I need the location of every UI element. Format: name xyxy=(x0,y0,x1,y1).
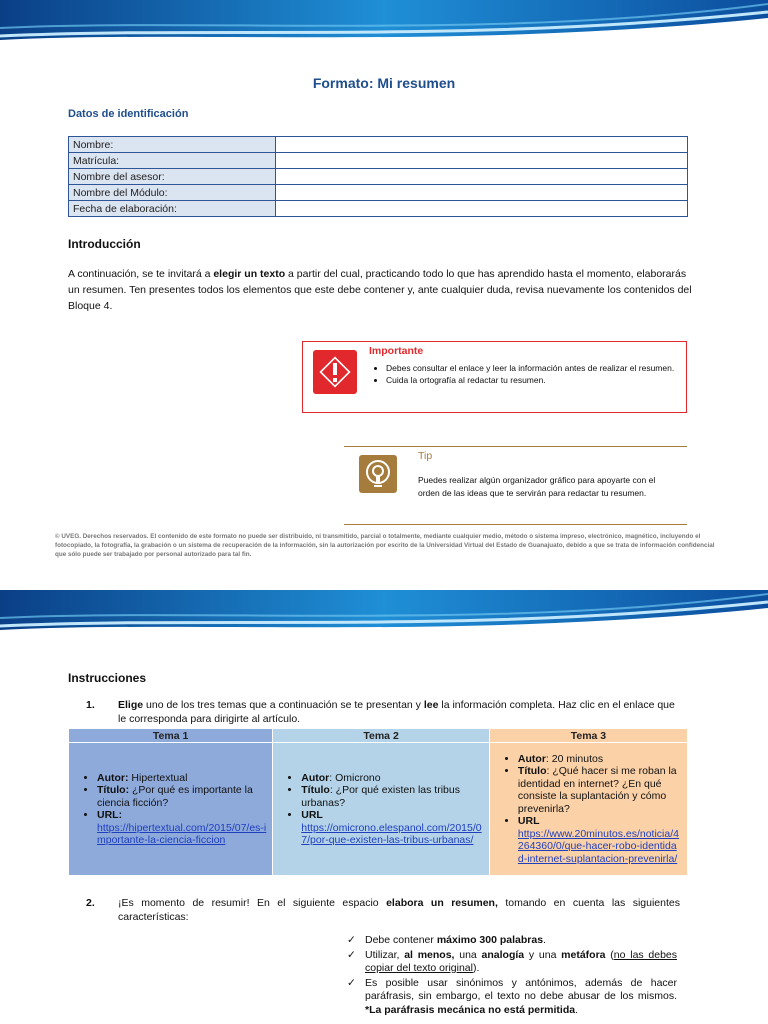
topic-1-cell xyxy=(69,743,273,876)
table-row xyxy=(69,137,688,153)
tip-box xyxy=(344,446,687,525)
instructions-heading: Instrucciones xyxy=(68,671,147,685)
list-item: • Cuida la ortografía al redactar tu resumen. xyxy=(386,374,686,386)
topic-2-link[interactable]: https://omicrono.elespanol.com/2015/07/por-que-existen-las-tribus-urbanas/ xyxy=(301,821,482,846)
list-item: • Título: ¿Por qué existen las tribus urbanas? xyxy=(301,784,483,809)
topics-table xyxy=(68,728,688,876)
topic-1-link[interactable]: https://hipertextual.com/2015/07/es-importante-la-ciencia-ficcion xyxy=(97,821,267,846)
list-item: • URL: https://hipertextual.com/2015/07/es-importante-la-ciencia-ficcion xyxy=(97,809,266,847)
matricula-field[interactable] xyxy=(276,153,688,169)
identification-heading: Datos de identificación xyxy=(68,108,189,120)
table-row xyxy=(69,153,688,169)
table-row xyxy=(69,169,688,185)
topic-2-header: Tema 2 xyxy=(273,729,490,743)
field-label: Matrícula: xyxy=(69,153,276,169)
tip-title: Tip xyxy=(418,450,433,462)
header-banner xyxy=(0,590,768,644)
list-item: • URL https://www.20minutos.es/noticia/4264360/0/que-hacer-robo-identidad-internet-suplantacion-prevenirla/ xyxy=(518,815,681,865)
table-row xyxy=(69,185,688,201)
header-banner xyxy=(0,0,768,54)
advisor-field[interactable] xyxy=(276,169,688,185)
checkmark-icon: ✓ xyxy=(347,934,356,946)
requirements-list xyxy=(345,934,677,1018)
field-label: Nombre del asesor: xyxy=(69,169,276,185)
list-item: ✓ Es posible usar sinónimos y antónimos, además de hacer paráfrasis, sin embargo, el texto no debe abusar de los mismos. *La paráfrasis mecánica no está permitida. xyxy=(347,976,677,1016)
page-title: Formato: Mi resumen xyxy=(312,75,456,91)
tip-body: Puedes realizar algún organizador gráfico para apoyarte con el orden de las ideas que te servirán para redactar tu resumen. xyxy=(418,475,656,498)
important-box xyxy=(302,341,687,413)
important-list xyxy=(369,362,686,386)
list-item: • URL https://omicrono.elespanol.com/2015/07/por-que-existen-las-tribus-urbanas/ xyxy=(301,809,483,847)
field-label: Fecha de elaboración: xyxy=(69,201,276,217)
topic-3-link[interactable]: https://www.20minutos.es/noticia/4264360/0/que-hacer-robo-identidad-internet-suplantacion-prevenirla/ xyxy=(517,827,679,865)
field-label: Nombre del Módulo: xyxy=(69,185,276,201)
list-item: ✓ Utilizar, al menos, una analogía y una metáfora (no las debes copiar del texto original). xyxy=(347,948,678,974)
module-field[interactable] xyxy=(276,185,688,201)
list-item: • Título: ¿Qué hacer si me roban la identidad en internet? ¿En qué consiste la suplantación y cómo prevenirla? xyxy=(518,765,681,815)
topic-3-header: Tema 3 xyxy=(489,729,687,743)
list-item: ✓ Debe contener máximo 300 palabras. xyxy=(347,934,546,946)
date-field[interactable] xyxy=(276,201,688,217)
topic-3-cell xyxy=(489,743,687,876)
identification-table xyxy=(68,136,688,217)
intro-heading: Introducción xyxy=(68,237,141,251)
table-row xyxy=(69,201,688,217)
checkmark-icon: ✓ xyxy=(347,976,356,989)
lightbulb-icon xyxy=(359,455,397,493)
list-item: • Autor: 20 minutos xyxy=(518,753,681,766)
list-item: • Autor: Omicrono xyxy=(301,772,483,785)
important-title: Importante xyxy=(369,345,424,357)
topic-2-cell xyxy=(273,743,490,876)
checkmark-icon: ✓ xyxy=(347,948,356,961)
intro-paragraph: A continuación, se te invitará a elegir un texto a partir del cual, practicando todo lo que has aprendido hasta el momento, elaborarás un resumen. Ten presentes todos los elementos que este debe contener y, ante cualquier duda, revisa nuevamente los contenidos del Bloque 4. xyxy=(68,268,692,312)
list-item: • Título: ¿Por qué es importante la ciencia ficción? xyxy=(97,784,266,809)
list-item: • Debes consultar el enlace y leer la información antes de realizar el resumen. xyxy=(386,362,686,374)
copyright-notice: © UVEG. Derechos reservados. El contenido de este formato no puede ser distribuido, ni transmitido, parcial o totalmente, mediante cualquier medio, método o sistema impreso, electrónico, magnético, incluyendo el fotocopiado, la fotografía, la grabación o un sistema de recuperación de la información, sin la autorización por escrito de la Universidad Virtual del Estado de Guanajuato, debido a que se trata de información confidencial que sólo puede ser trabajado por personal autorizado para tal fin. xyxy=(55,533,715,558)
field-label: Nombre: xyxy=(69,137,276,153)
topic-1-header: Tema 1 xyxy=(69,729,273,743)
name-field[interactable] xyxy=(276,137,688,153)
warning-icon xyxy=(313,350,357,394)
list-item: • Autor: Hipertextual xyxy=(97,772,266,785)
